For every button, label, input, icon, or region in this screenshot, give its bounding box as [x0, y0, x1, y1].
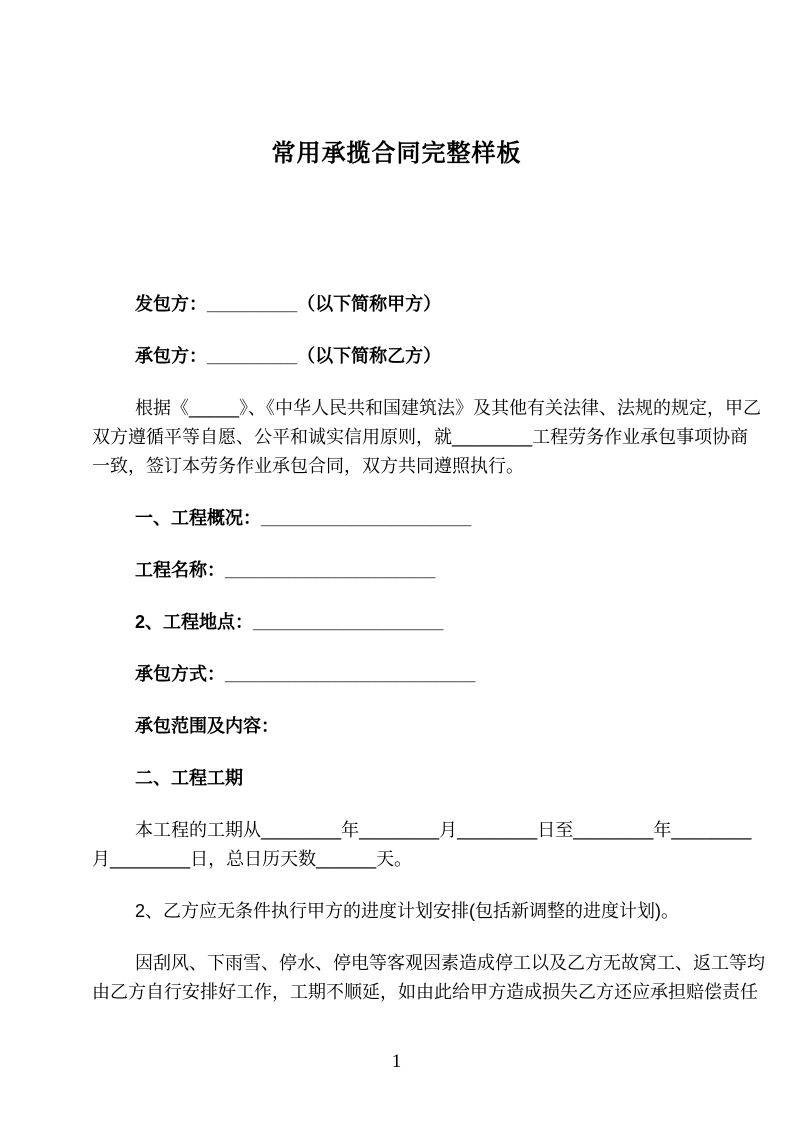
text-line: 二、工程工期 [135, 768, 243, 788]
contract-scope-line [92, 712, 785, 741]
weather-delay-clause [92, 949, 785, 1007]
preamble-paragraph [92, 394, 785, 481]
text-line: 承包方式：_________________________ [135, 664, 476, 684]
text-line: 一、工程概况：_____________________ [135, 508, 472, 528]
text-line: 双方遵循平等自愿、公平和诚实信用原则，就________工程劳务作业承包事项协商 [92, 427, 749, 447]
section-2-heading [92, 764, 785, 793]
text-line: 月________日，总日历天数______天。 [92, 849, 413, 869]
text-line: 2、乙方应无条件执行甲方的进度计划安排(包括新调整的进度计划)。 [135, 901, 679, 921]
text-line: 2、工程地点：___________________ [135, 612, 444, 632]
text-line: 一致，签订本劳务作业承包合同，双方共同遵照执行。 [92, 456, 524, 476]
text-line: 本工程的工期从________年________月________日至________年________ [135, 820, 752, 840]
party-b-line [92, 342, 785, 371]
page-number: 1 [391, 1051, 402, 1072]
text-line: 发包方：_________（以下简称甲方） [135, 294, 442, 314]
text-line: 承包范围及内容： [135, 716, 279, 736]
contract-method-line [92, 660, 785, 689]
party-a-line [92, 290, 785, 319]
text-line: 因刮风、下雨雪、停水、停电等客观因素造成停工以及乙方无故窝工、返工等均 [135, 953, 765, 973]
document-title: 常用承揽合同完整样板 [271, 140, 522, 167]
project-location-line [92, 608, 785, 637]
document-body [92, 290, 785, 1007]
project-name-line [92, 556, 785, 585]
text-line: 承包方：_________（以下简称乙方） [135, 346, 442, 366]
text-line: 由乙方自行安排好工作，工期不顺延，如由此给甲方造成损失乙方还应承担赔偿责任 [92, 982, 758, 1002]
schedule-compliance-clause [92, 897, 785, 926]
section-1-heading [92, 504, 785, 533]
text-line: 根据《_____》、《中华人民共和国建筑法》及其他有关法律、法规的规定，甲乙 [135, 398, 762, 418]
text-line: 工程名称：_____________________ [135, 560, 436, 580]
project-duration-paragraph [92, 816, 785, 874]
